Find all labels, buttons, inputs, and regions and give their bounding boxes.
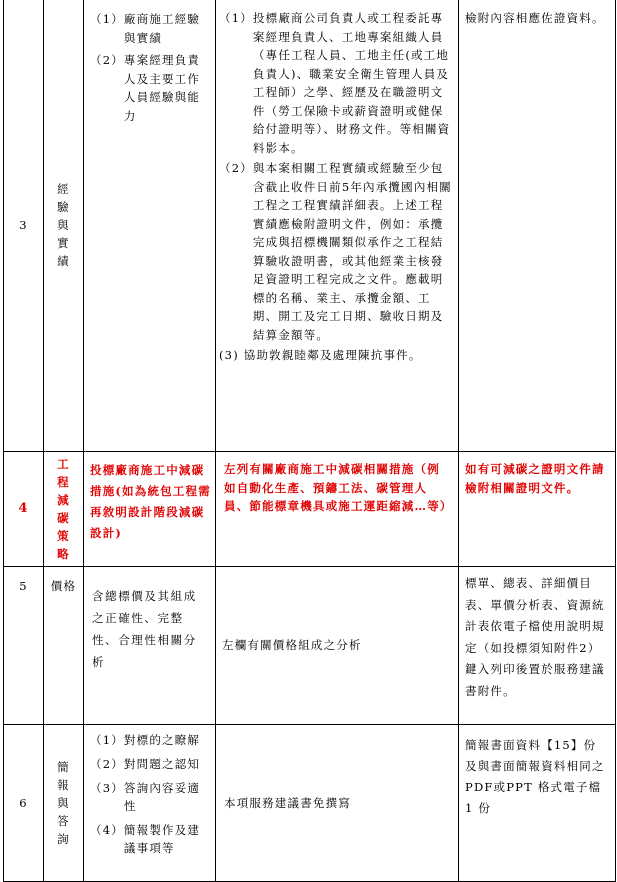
note-cell: 如有可減碳之證明文件請檢附相關證明文件。 xyxy=(459,452,616,567)
table-row xyxy=(4,452,616,567)
criteria-item: （4） 簡報製作及建議事項等 xyxy=(90,823,201,855)
description-cell xyxy=(216,0,459,452)
table-row xyxy=(4,567,616,725)
criteria-item: （1） 廠商施工經驗與實績 xyxy=(90,12,201,45)
criteria-cell: 投標廠商施工中減碳措施(如為統包工程需再敘明設計階段減碳設計) xyxy=(84,452,216,567)
criteria-cell xyxy=(84,725,216,882)
row-number: 4 xyxy=(4,452,44,567)
desc-item: （2） 與本案相關工程實績或經驗至少包含截止收件日前5年內承攬國內相關工程之工程實績詳細表。上述工程實績應檢附證明文件，例如：承攬完成與招標機關類似承作之工程結算驗收證明書，或其他經業主核發足資證明工程完成之文件。應載明標的名稱、業主、承攬金額、工期、開工及完工日期、驗收日期及結算金額等。 xyxy=(219,161,452,342)
item-name-cell xyxy=(44,452,84,567)
row-number: 5 xyxy=(4,567,44,725)
item-name: 價格 xyxy=(50,579,77,593)
description-cell: 本項服務建議書免撰寫 xyxy=(216,725,459,882)
evaluation-table xyxy=(3,0,616,882)
criteria-item: （1） 對標的之瞭解 xyxy=(90,733,201,747)
criteria-cell xyxy=(84,0,216,452)
desc-item: (3) 協助敦親睦鄰及處理陳抗事件。 xyxy=(219,348,422,362)
criteria-item: （3） 答詢內容妥適性 xyxy=(90,781,201,813)
item-name-cell xyxy=(44,725,84,882)
note-cell: 簡報書面資料【15】份及與書面簡報資料相同之 PDF或PPT 格式電子檔 1 份 xyxy=(459,725,616,882)
note-cell: 檢附內容相應佐證資料。 xyxy=(459,0,616,452)
item-name: 簡報與答詢 xyxy=(57,759,70,846)
criteria-item: （2） 專案經理負責人及主要工作人員經驗與能力 xyxy=(90,53,201,123)
table-row xyxy=(4,725,616,882)
item-name: 經驗與實績 xyxy=(57,182,70,269)
criteria-cell: 含總標價及其組成之正確性、完整性、合理性相關分析 xyxy=(84,567,216,725)
desc-item: （1） 投標廠商公司負責人或工程委託專案經理負責人、工地專案組織人員（專任工程人員、工地主任(或工地負責人)、職業安全衛生管理人員及工程師）之學、經歷及在職證明文件（勞工保險卡或薪資證明或健保給付證明等）、財務文件。等相關資料影本。 xyxy=(219,11,451,155)
description-cell: 左列有關廠商施工中減碳相關措施（例如自動化生產、預鑄工法、碳管理人員、節能標章機具或施工運距縮減…等） xyxy=(216,452,459,567)
item-name: 工程減碳策略 xyxy=(57,456,70,561)
item-name-cell xyxy=(44,567,84,725)
note-cell: 標單、總表、詳細價目表、單價分析表、資源統計表依電子檔使用說明規定（如投標須知附件2）鍵入列印後置於服務建議書附件。 xyxy=(459,567,616,725)
criteria-item: （2） 對問題之認知 xyxy=(90,757,201,771)
row-number: 3 xyxy=(4,0,44,452)
table-row xyxy=(4,0,616,452)
item-name-cell xyxy=(44,0,84,452)
row-number: 6 xyxy=(4,725,44,882)
description-cell: 左欄有關價格組成之分析 xyxy=(216,567,459,725)
